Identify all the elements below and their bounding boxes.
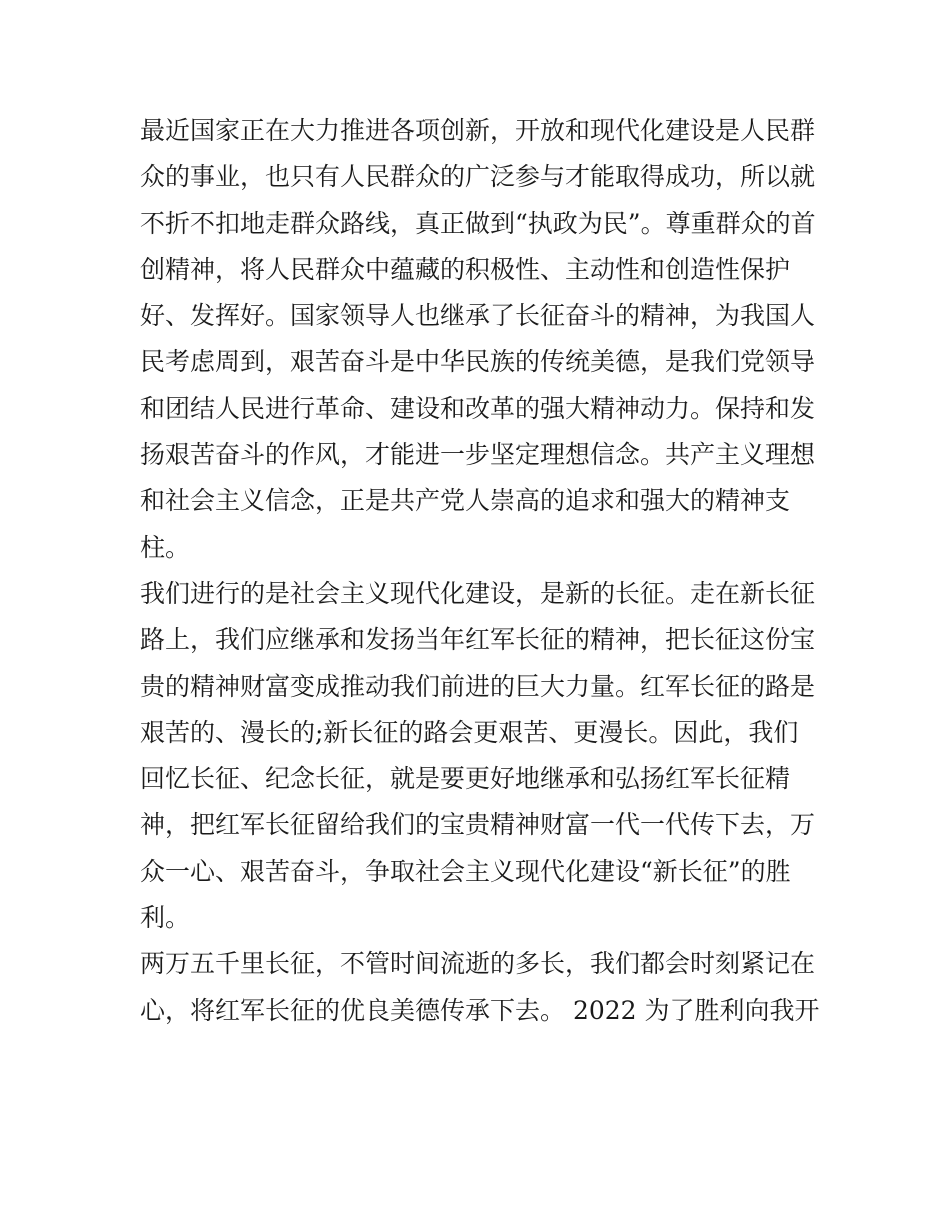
text-line: 两万五千里长征，不管时间流逝的多长，我们都会时刻紧记在 xyxy=(140,949,816,979)
text-line: 贵的精神财富变成推动我们前进的巨大力量。红军长征的路是 xyxy=(140,671,816,701)
text-line: 和团结人民进行革命、建设和改革的强大精神动力。保持和发 xyxy=(140,393,816,423)
text-line: 扬艰苦奋斗的作风，才能进一步坚定理想信念。共产主义理想 xyxy=(140,440,816,470)
text-line: 好、发挥好。国家领导人也继承了长征奋斗的精神，为我国人 xyxy=(140,301,816,331)
paragraph-3 xyxy=(140,941,820,1034)
text-line: 不折不扣地走群众路线，真正做到“执政为民”。尊重群众的首 xyxy=(140,208,816,238)
paragraph-1 xyxy=(140,108,815,571)
text-line: 创精神，将人民群众中蕴藏的积极性、主动性和创造性保护 xyxy=(140,254,791,284)
text-line: 众一心、艰苦奋斗，争取社会主义现代化建设“新长征”的胜 xyxy=(140,856,791,886)
text-line: 最近国家正在大力推进各项创新，开放和现代化建设是人民群 xyxy=(140,116,816,145)
text-line: 路上，我们应继承和发扬当年红军长征的精神，把长征这份宝 xyxy=(140,625,816,655)
text-line: 利。 xyxy=(140,903,191,933)
text-line: 柱。 xyxy=(140,532,191,562)
text-line: 我们进行的是社会主义现代化建设，是新的长征。走在新长征 xyxy=(140,578,816,608)
text-line: 心，将红军长征的优良美德传承下去。 2022 为了胜利向我开 xyxy=(140,995,820,1025)
text-line: 民考虑周到，艰苦奋斗是中华民族的传统美德，是我们党领导 xyxy=(140,347,816,377)
document-body xyxy=(140,108,820,1034)
text-line: 神，把红军长征留给我们的宝贵精神财富一代一代传下去，万 xyxy=(140,810,816,840)
paragraph-2 xyxy=(140,571,815,941)
text-line: 众的事业，也只有人民群众的广泛参与才能取得成功，所以就 xyxy=(140,162,816,192)
text-line: 艰苦的、漫长的;新长征的路会更艰苦、更漫长。因此，我们 xyxy=(140,717,799,747)
text-line: 回忆长征、纪念长征，就是要更好地继承和弘扬红军长征精 xyxy=(140,764,791,794)
text-line: 和社会主义信念，正是共产党人崇高的追求和强大的精神支 xyxy=(140,486,791,516)
